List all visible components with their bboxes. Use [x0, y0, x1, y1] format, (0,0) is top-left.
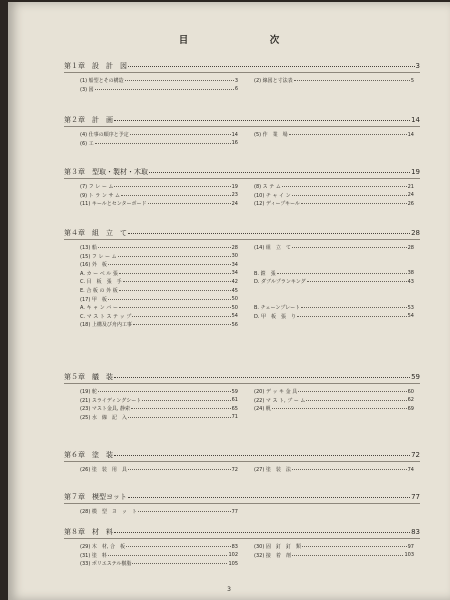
chapter-label: 第３章 型取・製材・木取 — [64, 168, 148, 176]
chapter-label: 第５章 艤 装 — [64, 373, 113, 381]
entry-page: 50 — [231, 296, 238, 303]
leader-dots — [123, 281, 231, 282]
chapter-heading — [64, 491, 420, 503]
toc-entry — [80, 559, 238, 568]
chapter-underline — [64, 72, 420, 73]
entry-label: (18) 上構及び舟内工事 — [80, 322, 132, 329]
entry-label: D. 甲 板 張 り — [254, 313, 297, 320]
leader-dots — [118, 256, 231, 257]
entry-page: 21 — [407, 183, 414, 190]
entry-label: (27) 塗 装 法 — [254, 467, 291, 473]
toc-entry — [80, 85, 238, 94]
entry-page: 14 — [407, 131, 414, 138]
toc-entry — [254, 465, 414, 474]
entry-label: (2) 線図と寸法表 — [254, 78, 293, 84]
leader-dots — [114, 377, 410, 378]
leader-dots — [98, 391, 231, 392]
entry-label: (5) 作 業 場 — [254, 132, 288, 138]
chapter-page: 83 — [411, 528, 420, 536]
entry-label: (12) ディープキール — [254, 201, 300, 208]
leader-dots — [128, 233, 410, 234]
chapter-underline — [64, 239, 420, 240]
entry-label: (21) スライディングシート — [80, 397, 142, 404]
entry-label: (10) チ ャ イ ン — [254, 192, 291, 199]
entry-page: 97 — [407, 543, 414, 550]
entry-page: 53 — [407, 304, 414, 311]
toc-entry — [254, 277, 414, 286]
entry-page: 28 — [231, 244, 238, 251]
leader-dots — [119, 290, 231, 291]
entry-page: 59 — [231, 388, 238, 395]
entry-label: (30) 固 釘 釘 類 — [254, 544, 301, 550]
chapter-label: 第７章 模型ヨット — [64, 493, 127, 501]
leader-dots — [95, 143, 231, 144]
entry-label: (1) 船型とその構造 — [80, 78, 124, 84]
entry-label: (7) フ レ ー ム — [80, 184, 114, 190]
leader-dots — [307, 281, 407, 282]
entry-label: (19) 舵 — [80, 389, 97, 395]
entry-label: (23) マスト金具, 静索 — [80, 406, 131, 413]
entry-label: (9) ト ラ ン サ ム — [80, 192, 121, 199]
entry-label: D. ダブルプランキング — [254, 279, 306, 286]
leader-dots — [128, 417, 231, 418]
leader-dots — [114, 455, 410, 456]
leader-dots — [289, 134, 407, 135]
entry-label: (6) 工 — [80, 140, 94, 147]
chapter-underline — [64, 538, 420, 539]
toc-entry — [254, 551, 414, 560]
leader-dots — [292, 555, 404, 556]
entry-label: (17) 甲 板 — [80, 296, 107, 303]
chapter-label: 第６章 塗 装 — [64, 451, 113, 459]
entry-page: 42 — [231, 278, 238, 285]
chapter-underline — [64, 461, 420, 462]
entry-label: (20) デ ッ キ 金 具 — [254, 389, 298, 395]
leader-dots — [138, 511, 231, 512]
entry-label: (29) 木 材, 合 板 — [80, 544, 126, 550]
chapter-page: 77 — [411, 493, 420, 501]
entry-page: 34 — [231, 270, 238, 277]
toc-entry — [254, 199, 414, 208]
entry-page: 16 — [231, 140, 238, 147]
entry-label: C. マ ス ト ス テ ッ プ — [80, 313, 132, 320]
entry-page: 56 — [231, 321, 238, 328]
entry-page: 28 — [407, 244, 414, 251]
leader-dots — [95, 89, 234, 90]
toc-entry — [80, 199, 238, 208]
leader-dots — [301, 203, 407, 204]
leader-dots — [132, 563, 227, 564]
entry-page: 61 — [231, 397, 238, 404]
leader-dots — [277, 273, 407, 274]
leader-dots — [114, 532, 410, 533]
leader-dots — [298, 391, 406, 392]
leader-dots — [149, 172, 410, 173]
entry-label: (16) 外 板 — [80, 262, 107, 269]
entry-page: 43 — [407, 278, 414, 285]
leader-dots — [114, 120, 410, 121]
entry-label: (15) フ レ ー ム — [80, 253, 117, 260]
entry-label: (3) 図 — [80, 86, 94, 93]
entry-page: 50 — [231, 304, 238, 311]
entry-label: (4) 仕事の順序と予定 — [80, 132, 129, 138]
entry-page: 71 — [231, 414, 238, 421]
leader-dots — [302, 546, 407, 547]
toc-entry — [80, 507, 238, 516]
entry-page: 103 — [404, 552, 414, 559]
entry-label: (31) 塗 料 — [80, 552, 107, 559]
leader-dots — [125, 80, 234, 81]
chapter-page: 72 — [411, 451, 420, 459]
entry-label: (24) 帆 — [254, 406, 271, 413]
toc-entry — [80, 139, 238, 148]
entry-label: (13) 船 — [80, 245, 97, 251]
toc-entry — [254, 76, 414, 85]
entry-page: 69 — [407, 405, 414, 412]
entry-page: 72 — [231, 466, 238, 473]
chapter-underline — [64, 383, 420, 384]
toc-entry — [254, 312, 414, 321]
toc-entry — [80, 320, 238, 329]
leader-dots — [128, 66, 415, 67]
entry-label: (11) キールとセンターボード — [80, 201, 147, 208]
entry-page: 19 — [231, 183, 238, 190]
toc-entry — [80, 465, 238, 474]
chapter-heading — [64, 60, 420, 72]
entry-page: 3 — [234, 77, 238, 84]
entry-label: B. 鎧 張 — [254, 270, 276, 277]
leader-dots — [272, 408, 407, 409]
page-number: 3 — [227, 586, 231, 593]
entry-page: 105 — [228, 560, 238, 567]
entry-page: 24 — [231, 200, 238, 207]
leader-dots — [142, 400, 230, 401]
leader-dots — [132, 316, 230, 317]
chapter-label: 第１章 設 計 図 — [64, 62, 127, 70]
chapter-heading — [64, 371, 420, 383]
entry-page: 54 — [231, 313, 238, 320]
entry-page: 65 — [231, 405, 238, 412]
entry-label: B. チェーンプレート — [254, 305, 301, 312]
toc-entry — [254, 243, 414, 252]
entry-page: 34 — [231, 261, 238, 268]
entry-label: C. 目 板 張 手 — [80, 279, 122, 286]
toc-entry — [80, 413, 238, 422]
leader-dots — [292, 469, 407, 470]
chapter-heading — [64, 114, 420, 126]
entry-page: 77 — [231, 508, 238, 515]
leader-dots — [114, 186, 230, 187]
book-page — [8, 2, 450, 600]
leader-dots — [130, 134, 231, 135]
leader-dots — [306, 400, 406, 401]
entry-page: 62 — [407, 397, 414, 404]
entry-label: (22) マ ス ト, ブ ー ム — [254, 397, 306, 404]
chapter-underline — [64, 178, 420, 179]
chapter-underline — [64, 126, 420, 127]
toc-entry — [254, 130, 414, 139]
entry-label: (28) 模 型 ヨ ッ ト — [80, 509, 137, 515]
entry-label: (32) 接 着 剤 — [254, 552, 291, 559]
entry-page: 5 — [410, 77, 414, 84]
entry-label: (8) ス テ ム — [254, 184, 281, 190]
leader-dots — [282, 186, 407, 187]
chapter-page: 28 — [411, 229, 420, 237]
entry-page: 24 — [407, 192, 414, 199]
chapter-label: 第２章 計 画 — [64, 116, 113, 124]
chapter-page: 19 — [411, 168, 420, 176]
entry-page: 102 — [228, 552, 238, 559]
entry-page: 74 — [407, 466, 414, 473]
leader-dots — [108, 264, 231, 265]
chapter-page: 3 — [415, 62, 420, 70]
leader-dots — [131, 408, 231, 409]
entry-page: 45 — [231, 287, 238, 294]
chapter-heading — [64, 526, 420, 538]
leader-dots — [148, 203, 231, 204]
chapter-heading — [64, 227, 420, 239]
entry-page: 14 — [231, 131, 238, 138]
leader-dots — [119, 273, 231, 274]
entry-page: 38 — [407, 270, 414, 277]
leader-dots — [126, 546, 231, 547]
leader-dots — [98, 247, 231, 248]
entry-page: 83 — [231, 543, 238, 550]
entry-page: 26 — [407, 200, 414, 207]
leader-dots — [128, 469, 231, 470]
toc-title: 目 次 — [178, 35, 316, 46]
entry-label: (14) 組 立 て — [254, 245, 291, 251]
entry-page: 23 — [231, 192, 238, 199]
leader-dots — [297, 316, 407, 317]
entry-label: E. 合 板 の 外 板 — [80, 288, 118, 294]
chapter-label: 第８章 材 料 — [64, 528, 113, 536]
leader-dots — [301, 307, 406, 308]
entry-page: 54 — [407, 313, 414, 320]
leader-dots — [292, 195, 407, 196]
leader-dots — [108, 299, 231, 300]
entry-label: A. カ ー ベ ル 張 — [80, 270, 118, 277]
leader-dots — [121, 195, 231, 196]
entry-page: 60 — [407, 388, 414, 395]
leader-dots — [108, 555, 228, 556]
entry-label: (26) 塗 装 用 具 — [80, 467, 127, 473]
toc-entry — [254, 404, 414, 413]
leader-dots — [133, 324, 231, 325]
entry-label: (25) 水 線 記 入 — [80, 414, 127, 421]
entry-label: (33) ポリエステル樹脂 — [80, 561, 132, 568]
chapter-page: 14 — [411, 116, 420, 124]
leader-dots — [128, 497, 410, 498]
entry-page: 6 — [234, 86, 238, 93]
chapter-heading — [64, 166, 420, 178]
chapter-underline — [64, 503, 420, 504]
chapter-label: 第４章 組 立 て — [64, 229, 127, 237]
entry-page: 30 — [231, 253, 238, 260]
chapter-heading — [64, 449, 420, 461]
entry-label: A. キ ャ ン バ ー — [80, 305, 118, 312]
leader-dots — [292, 247, 407, 248]
leader-dots — [294, 80, 410, 81]
leader-dots — [119, 307, 231, 308]
chapter-page: 59 — [411, 373, 420, 381]
